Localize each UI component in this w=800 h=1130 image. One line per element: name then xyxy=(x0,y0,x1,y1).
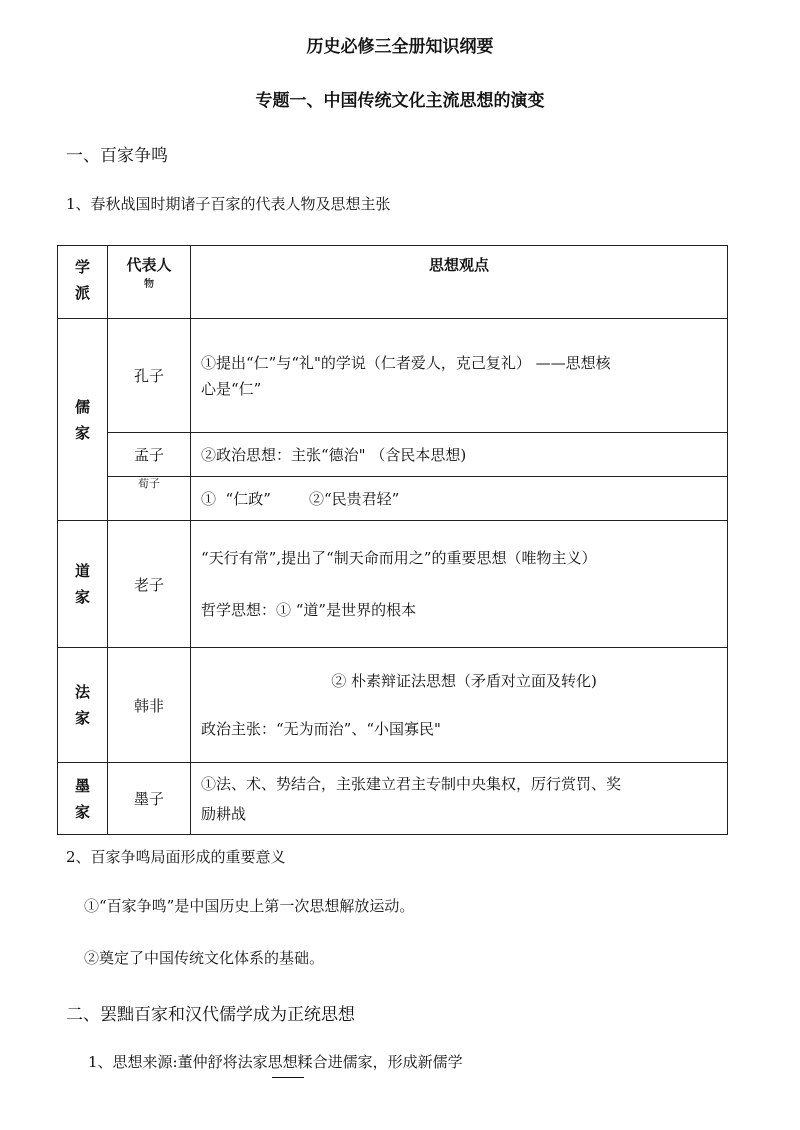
view-cell: ① “仁政” ②“民贵君轻” xyxy=(191,477,728,521)
view-cell: ② 朴素辩证法思想（矛盾对立面及转化) 政治主张：“无为而治”、“小国寡民" xyxy=(191,648,728,763)
school-cell-taoist: 道 家 xyxy=(58,521,108,648)
header-representative: 代表人 物 xyxy=(108,246,191,319)
rep-cell: 墨子 xyxy=(108,763,191,835)
section1-item1: 1、春秋战国时期诸子百家的代表人物及思想主张 xyxy=(66,195,391,213)
rep-cell: 孟子 xyxy=(108,433,191,477)
section2-item1: 1、思想来源:董仲舒将法家思想糅合进儒家，形成新儒学 xyxy=(88,1053,463,1071)
rep-cell: 孔子 xyxy=(108,319,191,433)
divider-mark xyxy=(272,1077,304,1078)
table-row xyxy=(58,433,728,477)
header-view: 思想观点 xyxy=(191,246,728,319)
table-row xyxy=(58,521,728,648)
significance-point-2: ②奠定了中国传统文化体系的基础。 xyxy=(84,949,325,967)
significance-point-1: ①“百家争鸣”是中国历史上第一次思想解放运动。 xyxy=(84,897,415,915)
section2-heading: 二、罢黜百家和汉代儒学成为正统思想 xyxy=(66,1005,355,1025)
header-school: 学 派 xyxy=(58,246,108,319)
table-row xyxy=(58,319,728,433)
table-row xyxy=(58,763,728,835)
table-header-row xyxy=(58,246,728,319)
document-title: 历史必修三全册知识纲要 xyxy=(306,37,494,57)
view-cell: ①法、术、势结合，主张建立君主专制中央集权，厉行赏罚、奖 励耕战 xyxy=(191,763,728,835)
rep-cell: 韩非 xyxy=(108,648,191,763)
school-cell-confucian: 儒 家 xyxy=(58,319,108,521)
section1-heading: 一、百家争鸣 xyxy=(66,146,168,166)
view-cell: “天行有常”,提出了“制天命而用之”的重要思想（唯物主义） 哲学思想：① “道”是世界的根本 xyxy=(191,521,728,648)
table-row xyxy=(58,477,728,521)
view-cell: ①提出“仁”与“礼"的学说（仁者爱人，克己复礼） ——思想核 心是“仁” xyxy=(191,319,728,433)
document-subtitle: 专题一、中国传统文化主流思想的演变 xyxy=(255,91,545,111)
rep-cell: 荀子 xyxy=(108,477,191,521)
school-cell-mohist: 墨 家 xyxy=(58,763,108,835)
view-cell: ②政治思想：主张“德治" （含民本思想) xyxy=(191,433,728,477)
table-row xyxy=(58,648,728,763)
school-cell-legalist: 法 家 xyxy=(58,648,108,763)
rep-cell: 老子 xyxy=(108,521,191,648)
schools-table xyxy=(57,245,728,835)
section1-item2: 2、百家争鸣局面形成的重要意义 xyxy=(66,848,286,866)
